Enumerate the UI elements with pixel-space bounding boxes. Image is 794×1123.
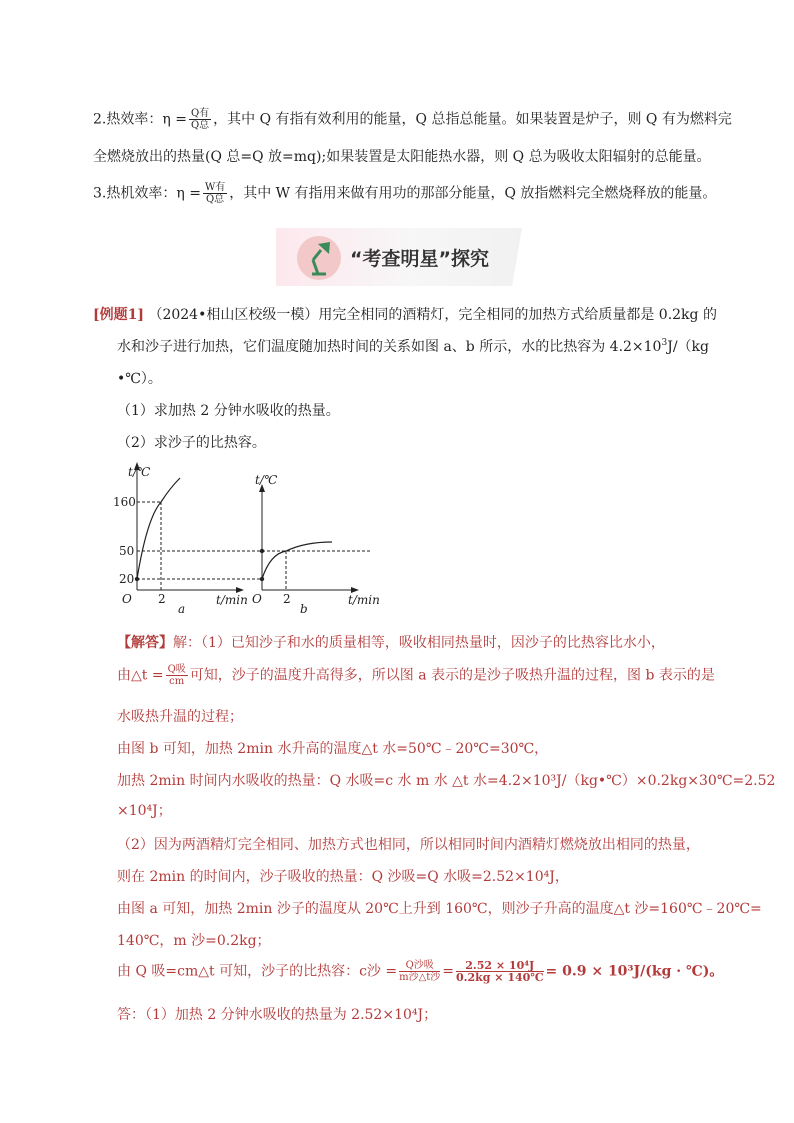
graph-a-y-label: t/℃: [128, 465, 151, 479]
section-banner: [276, 228, 522, 286]
graph-b-y-label: t/℃: [255, 473, 278, 487]
engine-efficiency-line: 3.热机效率：η = $\frac{\text{W有}}{\text{Q总}}$ ，其中 W 有指用来做有用功的那部分能量，Q 放指燃料完全燃烧释放的能量。: [93, 182, 717, 205]
answer-line-7: （2）因为两酒精灯完全相同、加热方式也相同，所以相同时间内酒精灯燃烧放出相同的热量，: [117, 837, 700, 853]
graph-b-origin: O: [252, 592, 262, 606]
answer-line-10: 140℃，m 沙=0.2kg；: [117, 933, 271, 949]
graph-a: [113, 462, 370, 616]
efficiency-line: 2.热效率：η = $\frac{\text{Q有}}{\text{Q总}}$ ，其中 Q 有指有效利用的能量，Q 总指总能量。如果装置是炉子，则 Q 有为燃料完: [93, 108, 732, 131]
graph-b-x-label: t/min: [348, 593, 380, 607]
efficiency-fraction: $\frac{\text{Q有}}{\text{Q总}}$: [190, 108, 210, 131]
answer-line-12: 答：（1）加热 2 分钟水吸收的热量为 2.52×10⁴J；: [117, 1007, 438, 1023]
answer-line-1: 【解答】解：（1）已知沙子和水的质量相等，吸收相同热量时，因沙子的比热容比水小，: [117, 635, 665, 651]
graph-a-tick-50: 50: [119, 544, 135, 558]
graph-a-tick-20: 20: [119, 572, 135, 586]
graph-a-tick-x: 2: [158, 592, 166, 606]
answer-line-8: 则在 2min 的时间内，沙子吸收的热量：Q 沙吸=Q 水吸=2.52×10⁴J，: [117, 869, 569, 885]
example-line-2: 水和沙子进行加热，它们温度随加热时间的关系如图 a、b 所示，水的比热容为 $4.2\times 10^3J/(kg$: [117, 338, 709, 355]
example-line-3: •℃）。: [117, 371, 162, 387]
graph-b: [252, 473, 380, 616]
delta-t-fraction: $\frac{\text{Q吸}}{cm}$: [167, 664, 186, 687]
question-2: （2）求沙子的比热容。: [117, 435, 266, 451]
answer-line-9: 由图 a 可知，加热 2min 沙子的温度从 20℃上升到 160℃，则沙子升高的温度△t 沙=160℃﹣20℃=: [117, 901, 762, 917]
graph-a-label: a: [178, 602, 186, 616]
efficiency-line-cont: 全燃烧放出的热量(Q 总=Q 放=mq);如果装置是太阳能热水器，则 Q 总为吸收太阳辐射的总能量。: [93, 149, 711, 165]
question-1: （1）求加热 2 分钟水吸收的热量。: [117, 403, 340, 419]
answer-line-2: 由△t = $\frac{\text{Q吸}}{cm}$ 可知，沙子的温度升高得多，所以图 a 表示的是沙子吸热升温的过程，图 b 表示的是: [117, 664, 715, 687]
banner-title: “考查明星”探究: [350, 248, 489, 270]
answer-line-11: 由 Q 吸=cm△t 可知，沙子的比热容：c沙 = $\frac{\text{Q沙吸}}{\text{m沙△t沙}}$ = $\frac{\text{2.52 × 10⁴J}}{0.2kg \times 140℃}$ = 0.9 × 10³J/(kg · ℃)。: [117, 959, 724, 984]
answer-tag: 【解答】: [117, 635, 173, 651]
graph-b-tick-x: 2: [283, 592, 291, 606]
graph-a-tick-160: 160: [113, 495, 136, 509]
answer-line-4: 由图 b 可知，加热 2min 水升高的温度△t 水=50℃﹣20℃=30℃，: [117, 741, 549, 757]
specific-heat-fraction-2: $\frac{\text{2.52 × 10⁴J}}{0.2kg \times 140℃}$: [456, 959, 544, 984]
answer-line-3: 水吸热升温的过程；: [117, 709, 243, 725]
example-line-1: [例题1] （2024•相山区校级一模）用完全相同的酒精灯，完全相同的加热方式给质量都是 0.2kg 的: [93, 307, 717, 323]
answer-line-6: ×10⁴J；: [117, 803, 172, 819]
example-tag: [例题1]: [93, 307, 144, 323]
desk-lamp-icon: [296, 234, 342, 282]
graph-b-label: b: [300, 602, 308, 616]
graph-a-x-label: t/min: [216, 593, 248, 607]
answer-line-5: 加热 2min 时间内水吸收的热量：Q 水吸=c 水 m 水 △t 水=4.2×10³J/（kg•℃）×0.2kg×30℃=2.52: [117, 773, 776, 789]
engine-efficiency-fraction: $\frac{\text{W有}}{\text{Q总}}$: [204, 182, 226, 205]
specific-heat-fraction-1: $\frac{\text{Q沙吸}}{\text{m沙△t沙}}$: [399, 960, 441, 983]
graph-a-origin: O: [122, 592, 132, 606]
temperature-graphs: [110, 458, 400, 618]
